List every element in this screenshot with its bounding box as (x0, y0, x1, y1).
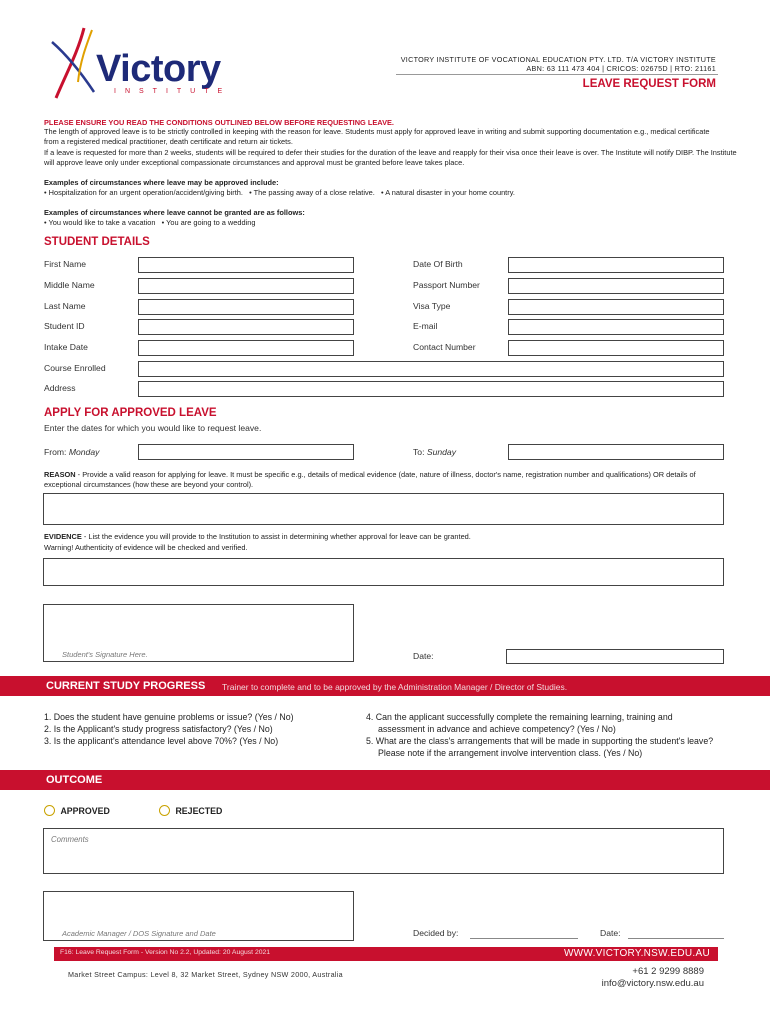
footer-version: F16: Leave Request Form - Version No 2.2, Updated: 20 August 2021 (60, 949, 271, 956)
progress-band (0, 676, 770, 696)
passport-label: Passport Number (413, 280, 480, 290)
rejected-label: REJECTED (175, 805, 223, 816)
last-name-field[interactable] (138, 299, 354, 315)
footer-website[interactable]: WWW.VICTORY.NSW.EDU.AU (563, 948, 710, 959)
middle-name-label: Middle Name (44, 280, 95, 290)
footer-phone: +61 2 9299 8889 (632, 966, 704, 977)
footer-address: Market Street Campus: Level 8, 32 Market Street, Sydney NSW 2000, Australia (68, 970, 343, 979)
dob-field[interactable] (508, 257, 724, 273)
not-approved-heading: Examples of circumstances where leave cannot be granted are as follows: (44, 208, 305, 217)
approved-radio-icon[interactable] (44, 805, 55, 816)
progress-q2: 2. Is the Applicant's study progress satisfactory? (Yes / No) (44, 724, 273, 734)
student-details-title: STUDENT DETAILS (44, 236, 150, 248)
footer-email[interactable]: info@victory.nsw.edu.au (601, 978, 704, 989)
outcome-date-label: Date: (600, 928, 621, 938)
from-date-field[interactable] (138, 444, 354, 460)
contact-label: Contact Number (413, 342, 476, 352)
address-field[interactable] (138, 381, 724, 397)
visa-type-label: Visa Type (413, 301, 451, 311)
first-name-field[interactable] (138, 257, 354, 273)
progress-q3: 3. Is the applicant's attendance level above 70%? (Yes / No) (44, 736, 279, 746)
progress-q4b: assessment in advance and achieve competency? (Yes / No) (378, 724, 616, 734)
student-id-label: Student ID (44, 321, 85, 331)
comments-field[interactable] (43, 828, 724, 874)
to-label-text: To: (413, 447, 425, 457)
to-day: Sunday (426, 447, 457, 457)
comments-placeholder: Comments (51, 835, 89, 844)
progress-q4a: 4. Can the applicant successfully complete the remaining learning, training and (366, 712, 673, 722)
email-label: E-mail (413, 321, 438, 331)
approved-label: APPROVED (60, 805, 110, 816)
intro-warning: PLEASE ENSURE YOU READ THE CONDITIONS OUTLINED BELOW BEFORE REQUESTING LEAVE. (44, 118, 394, 127)
signature-date-field[interactable] (506, 649, 724, 664)
header-divider (396, 74, 718, 75)
progress-q1: 1. Does the student have genuine problems or issue? (Yes / No) (44, 712, 294, 722)
reason-field[interactable] (43, 493, 724, 525)
to-date-field[interactable] (508, 444, 724, 460)
last-name-label: Last Name (44, 301, 86, 311)
logo-subtext: INSTITUTE (114, 88, 232, 95)
reason-label: REASON (44, 470, 76, 479)
student-signature-placeholder: Student's Signature Here. (62, 650, 148, 659)
org-abn: ABN: 63 111 473 404 | CRICOS: 02675D | RTO: 21161 (526, 64, 716, 73)
leave-subtitle: Enter the dates for which you would like to request leave. (44, 423, 262, 433)
first-name-label: First Name (44, 259, 87, 269)
dob-label: Date Of Birth (413, 259, 463, 269)
from-label-text: From: (44, 447, 67, 457)
email-field[interactable] (508, 319, 724, 335)
evidence-warning: Warning! Authenticity of evidence will be checked and verified. (44, 543, 248, 552)
progress-subtitle: Trainer to complete and to be approved by the Administration Manager / Director of Studies. (222, 682, 568, 692)
progress-q5b: Please note if the arrangement involve intervention class. (Yes / No) (378, 748, 643, 758)
intake-date-field[interactable] (138, 340, 354, 356)
academic-signature-field[interactable] (43, 891, 354, 941)
course-label: Course Enrolled (44, 363, 106, 373)
student-id-field[interactable] (138, 319, 354, 335)
outcome-date-line[interactable] (628, 938, 724, 939)
org-name: VICTORY INSTITUTE OF VOCATIONAL EDUCATION PTY. LTD. T/A VICTORY INSTITUTE (400, 55, 716, 64)
outcome-title: OUTCOME (46, 774, 103, 786)
approved-heading: Examples of circumstances where leave may be approved include: (44, 178, 279, 187)
academic-signature-placeholder: Academic Manager / DOS Signature and Date (62, 929, 216, 938)
footer-band (54, 947, 718, 961)
leave-title: APPLY FOR APPROVED LEAVE (44, 407, 217, 419)
approved-option[interactable] (44, 805, 110, 816)
course-field[interactable] (138, 361, 724, 377)
student-signature-field[interactable] (43, 604, 354, 662)
logo-text: Victory (96, 48, 221, 90)
middle-name-field[interactable] (138, 278, 354, 294)
reason-text: - Provide a valid reason for applying for leave. It must be specific e.g., details of medical evidence (date, nature of illness, doctor's name, registration number and qualifications) OR details of exceptional circumstances (how these are beyond your control). (44, 470, 696, 489)
evidence-instructions (44, 532, 724, 542)
progress-q5a: 5. What are the class's arrangements that will be made in supporting the student's leave? (366, 736, 714, 746)
progress-title: CURRENT STUDY PROGRESS (46, 680, 206, 692)
logo (48, 22, 243, 102)
rejected-radio-icon[interactable] (159, 805, 170, 816)
address-label: Address (44, 383, 76, 393)
evidence-text: - List the evidence you will provide to the Institution to assist in determining whether approval for leave can be granted. (81, 532, 471, 541)
evidence-field[interactable] (43, 558, 724, 586)
intake-date-label: Intake Date (44, 342, 88, 352)
reason-instructions (44, 470, 724, 490)
from-day: Monday (68, 447, 100, 457)
from-label (44, 447, 99, 457)
contact-field[interactable] (508, 340, 724, 356)
approved-examples: • Hospitalization for an urgent operation/accident/giving birth. • The passing away of a close relative. • A natural disaster in your home country. (44, 188, 515, 197)
decided-by-line[interactable] (470, 938, 578, 939)
to-label (413, 447, 456, 457)
evidence-label: EVIDENCE (44, 532, 82, 541)
not-approved-examples: • You would like to take a vacation • You are going to a wedding (44, 218, 256, 227)
intro-para2: If a leave is requested for more than 2 weeks, students will be required to defer their studies for the duration of the leave and reapply for their visa once their leave is over. The Institute will notify DIBP. The Institute will approve leave only under exceptional compassionate circumstances and approval must be granted before leave takes place. (44, 148, 737, 167)
intro-para1: The length of approved leave is to be strictly controlled in keeping with the reason for leave. Students must apply for approved leave in writing and submit supporting documentation e.g., medical certificate from a registered medical practitioner, death certificate and return air tickets. (44, 127, 710, 146)
outcome-band (0, 770, 770, 790)
passport-field[interactable] (508, 278, 724, 294)
decided-by-label: Decided by: (413, 928, 459, 938)
visa-type-field[interactable] (508, 299, 724, 315)
form-title: LEAVE REQUEST FORM (582, 78, 716, 90)
rejected-option[interactable] (159, 805, 222, 816)
signature-date-label: Date: (413, 651, 434, 661)
